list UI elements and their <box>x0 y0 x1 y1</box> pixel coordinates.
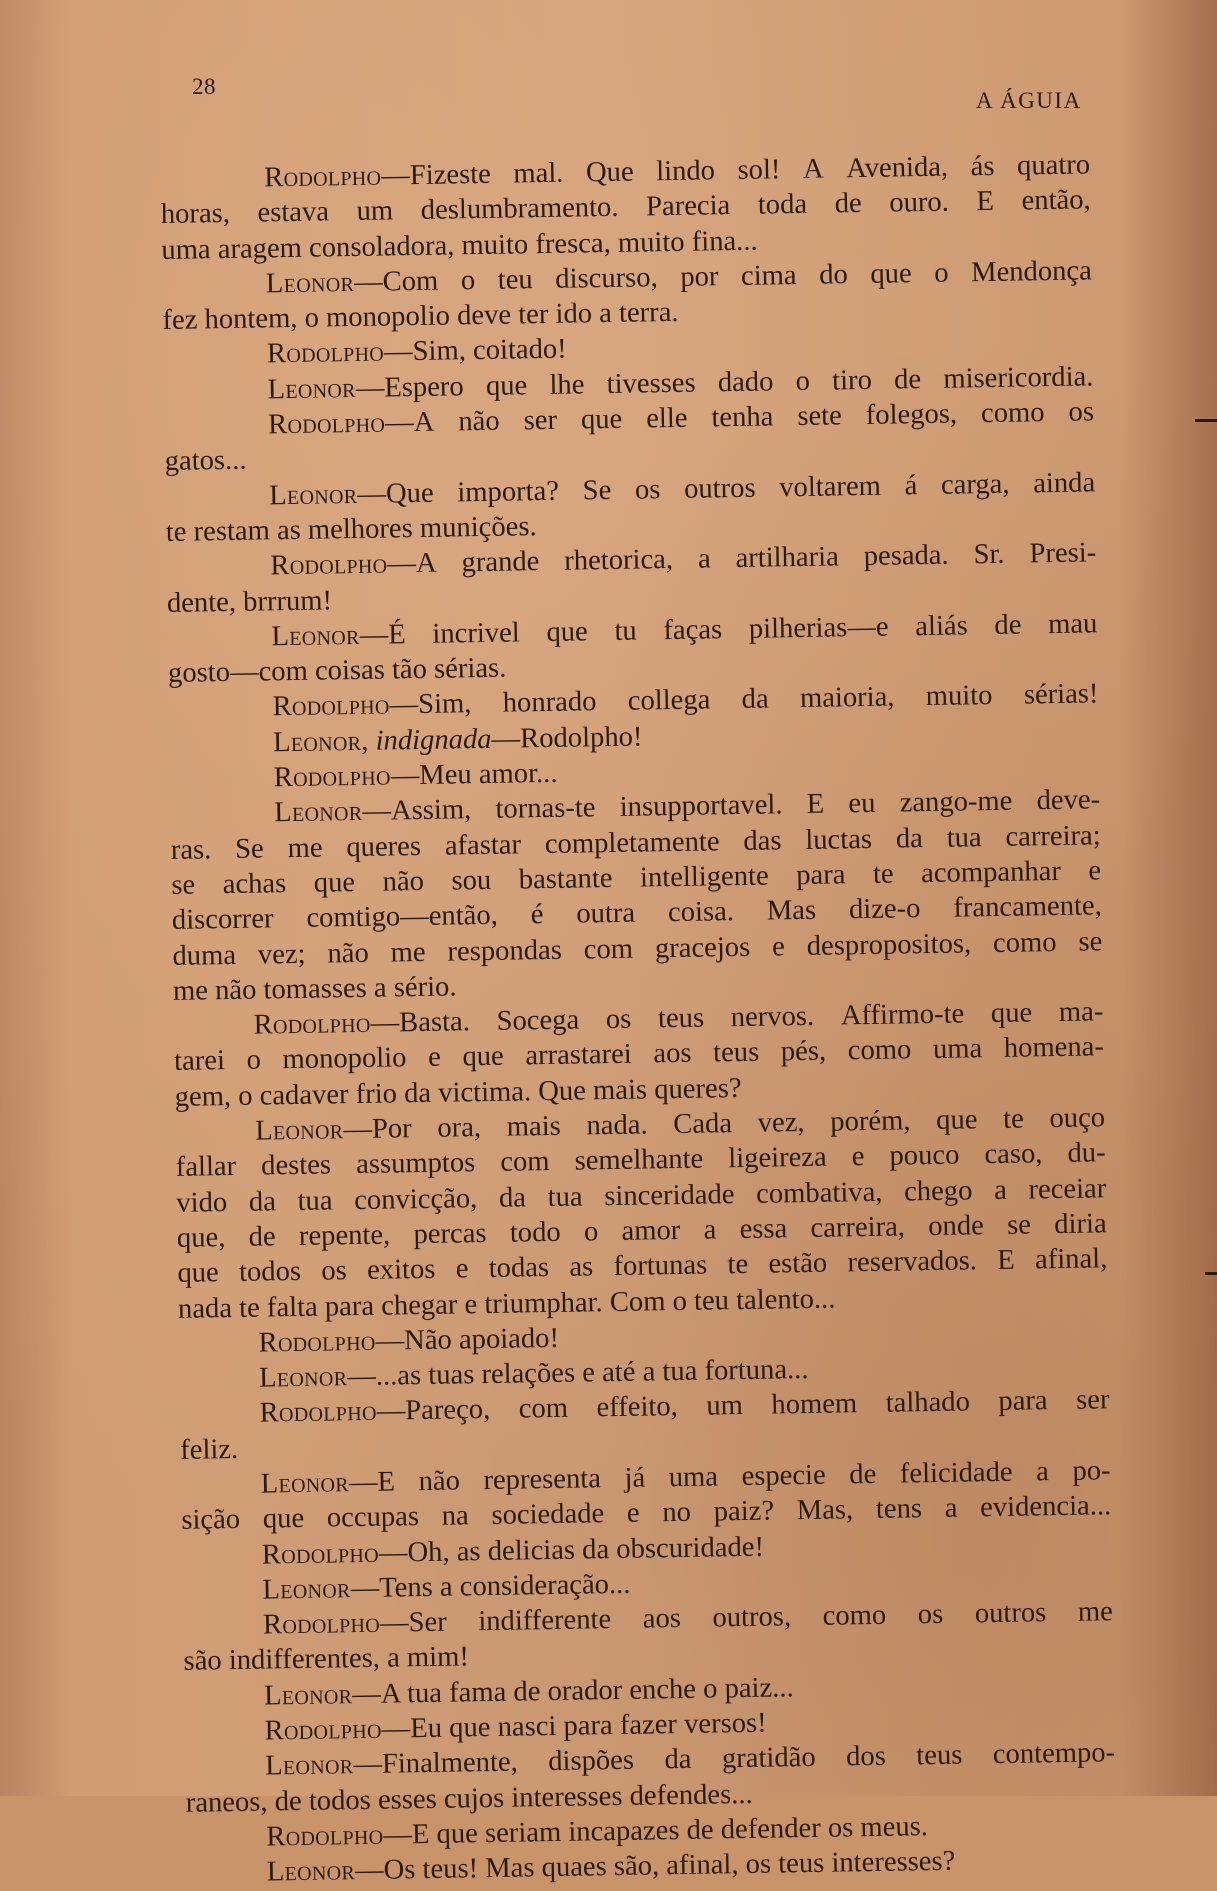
speaker-name: Rodolpho <box>264 1713 382 1747</box>
running-head: A ÁGUIA <box>976 88 1082 113</box>
speaker-name: Leonor <box>265 266 355 300</box>
text-line: fallar destes assumptos com semelhante ligeireza e pouco caso, du- <box>175 1137 1106 1184</box>
text-line: horas, estava um deslumbramento. Parecia toda de ouro. E então, <box>160 184 1091 231</box>
text-line: Leonor—Por ora, mais nada. Cada vez, porém, que te ouço <box>254 1102 1106 1147</box>
speaker-name: Leonor <box>254 1114 344 1147</box>
speaker-name: Rodolpho <box>273 760 391 794</box>
text-line: Leonor—Finalmente, dispões da gratidão dos teus contempo- <box>264 1737 1116 1782</box>
speaker-suffix: , <box>361 725 376 757</box>
page-edge-mark <box>1205 1272 1217 1275</box>
speaker-name: Rodolpho <box>267 407 386 441</box>
speaker-name: Leonor <box>260 1467 350 1500</box>
stage-direction: indignada <box>375 723 492 757</box>
line-text: —A tua fama de orador enche o paiz... <box>352 1672 794 1710</box>
line-text: nada te falta para chegar e triumphar. Com o teu talento... <box>177 1283 836 1325</box>
line-text: —Sim, coitado! <box>383 334 567 368</box>
line-text: me não tomasses a sério. <box>172 971 457 1007</box>
line-text: —Rodolpho! <box>491 721 643 755</box>
speaker-name: Rodolpho <box>258 1325 376 1359</box>
line-text: te restam as melhores munições. <box>165 511 537 548</box>
dialogue-body <box>160 147 1117 1891</box>
speaker-name: Leonor <box>271 619 360 653</box>
text-line: tarei o monopolio e que arrastarei aos teus pés, como uma homena- <box>173 1031 1105 1078</box>
text-line: Leonor—Assim, tornas-te insupportavel. E eu zango-me deve- <box>273 784 1101 829</box>
line-text: são indifferentes, a mim! <box>183 1641 470 1678</box>
speaker-name: Leonor <box>269 478 358 511</box>
text-line: Leonor—Que importa? Se os outros voltarem á carga, ainda <box>269 467 1096 511</box>
line-text: —...as tuas relações e até a tua fortuna... <box>347 1354 809 1393</box>
text-line: vido da tua convicção, da tua sinceridade combativa, chego a receiar <box>176 1172 1107 1219</box>
line-text: —Eu que nasci para fazer versos! <box>381 1707 767 1745</box>
text-line: que, de repente, percas todo o amor a essa carreira, onde se diria <box>176 1208 1107 1254</box>
line-text: dente, brrrum! <box>166 584 333 619</box>
speaker-name: Rodolpho <box>270 548 388 582</box>
text-line: Rodolpho—Ser indifferente aos outros, como os outros me <box>262 1596 1114 1641</box>
line-text: feliz. <box>179 1433 239 1466</box>
text-line: Rodolpho—A grande rhetorica, a artilharia pesada. Sr. Presi- <box>270 537 1097 582</box>
text-line: discorrer comtigo—então, é outra coisa. Mas dize-o francamente, <box>171 890 1103 937</box>
line-text: fez hontem, o monopolio deve ter ido a terra. <box>162 297 679 337</box>
text-line: Rodolpho—Pareço, com effeito, um homem talhado para ser <box>259 1384 1110 1429</box>
speaker-name: Rodolpho <box>261 1537 380 1571</box>
speaker-name: Rodolpho <box>253 1007 371 1041</box>
speaker-name: Leonor <box>266 1855 356 1888</box>
speaker-name: Leonor <box>258 1361 348 1394</box>
line-text: —Não apoiado! <box>375 1322 560 1357</box>
line-text: —E que seriam incapazes de defender os meus. <box>383 1811 929 1851</box>
text-line: Leonor—Com o teu discurso, por cima do que o Mendonça <box>265 255 1093 300</box>
speaker-name: Rodolpho <box>266 336 385 370</box>
line-text: —Tens a consideração... <box>350 1568 631 1605</box>
text-line: ras. Se me queres afastar completamente das luctas da tua carreira; <box>170 819 1101 866</box>
speaker-name: Rodolpho <box>259 1396 377 1429</box>
speaker-name: Rodolpho <box>266 1819 384 1853</box>
line-text: —Oh, as delicias da obscuridade! <box>378 1531 765 1569</box>
line-text: —Os teus! Mas quaes são, afinal, os teus interesses? <box>354 1845 956 1887</box>
line-text: gosto—com coisas tão sérias. <box>167 652 507 690</box>
text-line: Leonor—E não representa já uma especie de felicidade a po- <box>260 1455 1111 1500</box>
speaker-name: Leonor <box>272 725 362 759</box>
text-line: Rodolpho—Basta. Socega os teus nervos. Affirmo-te que ma- <box>253 996 1104 1041</box>
text-line: Rodolpho—Sim, honrado collega da maioria, muito sérias! <box>272 678 1099 723</box>
speaker-name: Leonor <box>263 1678 353 1712</box>
speaker-name: Leonor <box>262 1573 351 1606</box>
line-text: uma aragem consoladora, muito fresca, muito fina... <box>161 225 758 266</box>
text-line: que todos os exitos e todas as fortunas te estão reservados. E afinal, <box>177 1243 1108 1290</box>
speaker-name: Leonor <box>264 1749 354 1782</box>
text-line: Leonor—É incrivel que tu faças pilherias—e aliás de mau <box>271 608 1098 653</box>
text-line: duma vez; não me respondas com gracejos e despropositos, como se <box>172 925 1103 972</box>
text-line: Leonor—Espero que lhe tivesses dado o tiro de misericordia. <box>267 361 1094 406</box>
page-edge-mark <box>1195 419 1217 422</box>
text-line: sição que occupas na sociedade e no paiz? Mas, tens a evidencia... <box>181 1490 1112 1537</box>
page-number: 28 <box>192 74 216 99</box>
speaker-name: Leonor <box>273 796 363 829</box>
speaker-name: Rodolpho <box>262 1607 381 1641</box>
text-line: Rodolpho—Fizeste mal. Que lindo sol! A Avenida, ás quatro <box>264 149 1091 194</box>
speaker-name: Leonor <box>267 372 356 406</box>
line-text: gatos... <box>164 445 247 478</box>
text-line: Rodolpho—A não ser que elle tenha sete folegos, como os <box>267 396 1095 441</box>
speaker-name: Rodolpho <box>264 160 382 194</box>
line-text: raneos, de todos esses cujos interesses defendes... <box>185 1778 753 1819</box>
line-text: —Meu amor... <box>390 757 558 792</box>
text-line: se achas que não sou bastante intelligente para te acompanhar e <box>171 855 1102 901</box>
line-text: gem, o cadaver frio da victima. Que mais queres? <box>174 1072 742 1113</box>
speaker-name: Rodolpho <box>272 689 390 723</box>
